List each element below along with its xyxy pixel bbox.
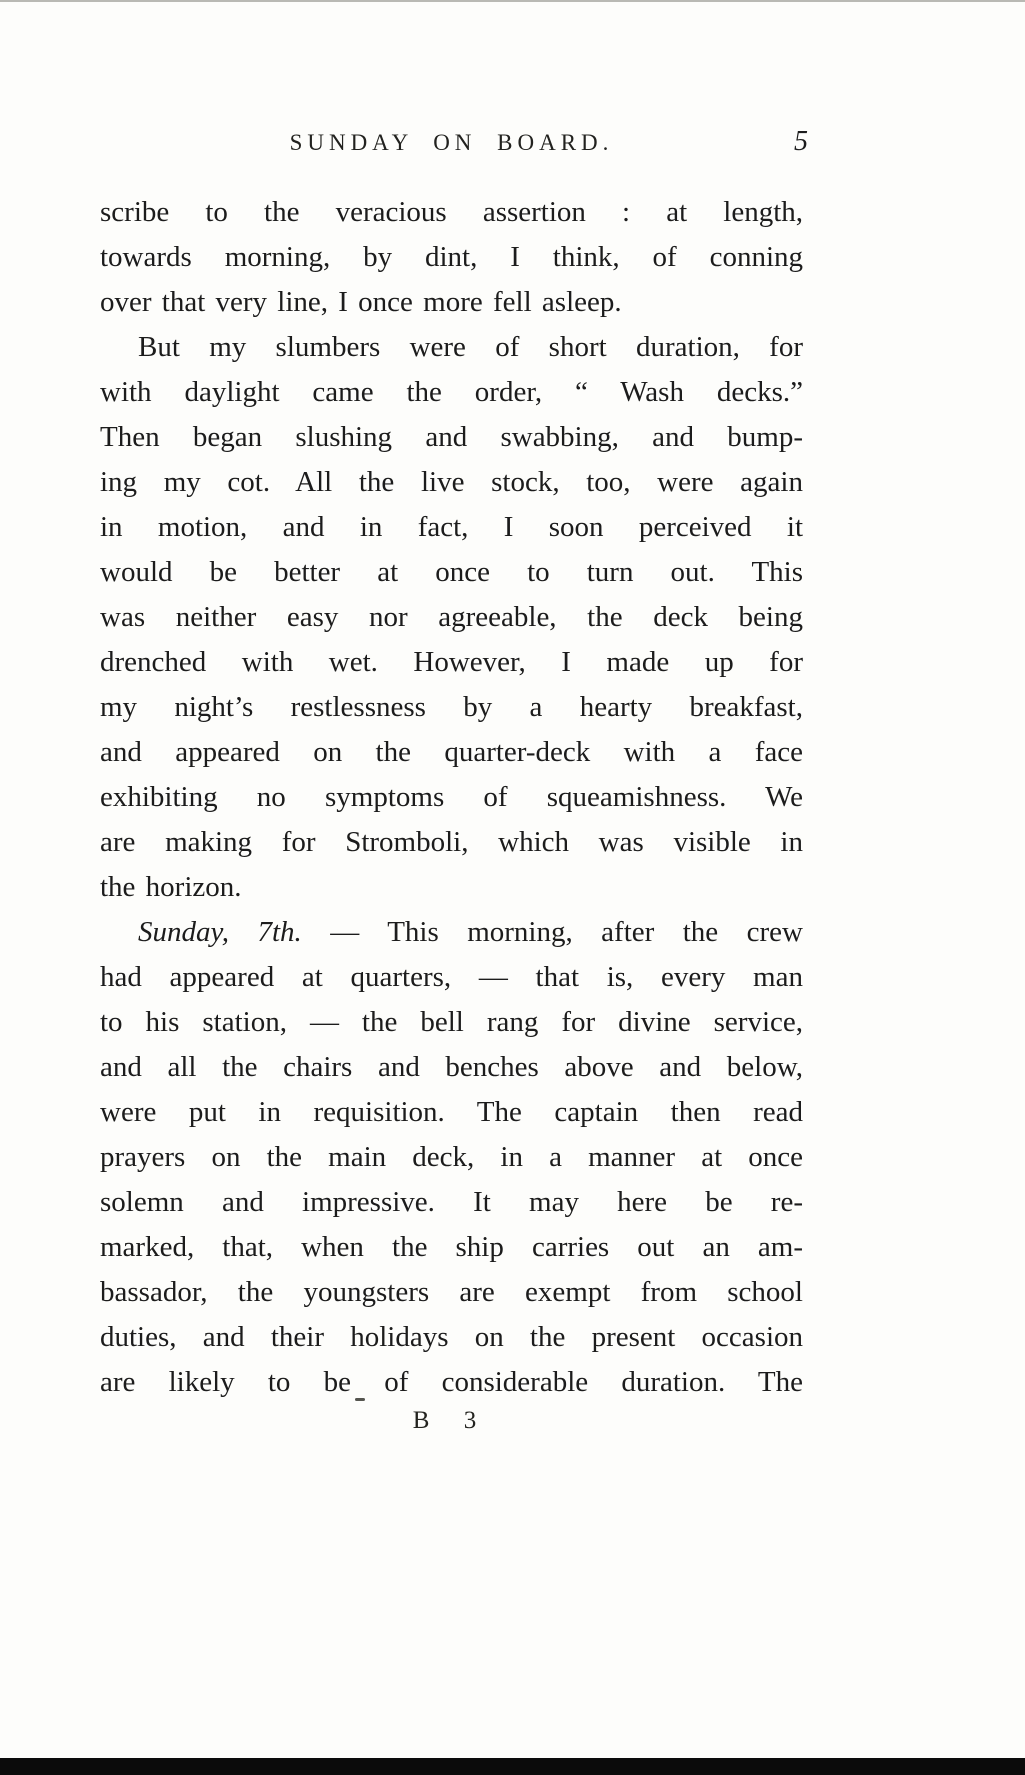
page-number: 5 [794,126,809,157]
page-header [100,126,809,164]
text-line: But my slumbers were of short duration, for [138,331,803,363]
text-line: would be better at once to turn out. This [100,556,803,588]
text-line: were put in requisition. The captain then read [100,1096,803,1128]
text-line: the horizon. [100,871,242,903]
text-line: ing my cot. All the live stock, too, were again [100,466,803,498]
text-line: prayers on the main deck, in a manner at once [100,1141,803,1173]
text-line: are likely to be of considerable duration. The [100,1366,803,1398]
text-line: scribe to the veracious assertion : at length, [100,196,803,228]
scan-edge-bottom [0,1758,1025,1775]
text-line: and appeared on the quarter-deck with a face [100,736,803,768]
text-line: over that very line, I once more fell asleep. [100,286,622,318]
text-line: in motion, and in fact, I soon perceived it [100,511,803,543]
text-line: duties, and their holidays on the present occasion [100,1321,803,1353]
text-line: drenched with wet. However, I made up for [100,646,803,678]
scan-artifact [355,1398,365,1401]
text-line: are making for Stromboli, which was visible in [100,826,803,858]
signature-mark: B 3 [412,1407,491,1434]
text-line: solemn and impressive. It may here be re- [100,1186,803,1218]
running-title: SUNDAY ON BOARD. [289,130,614,155]
text-line: bassador, the youngsters are exempt from school [100,1276,803,1308]
text-line: exhibiting no symptoms of squeamishness. We [100,781,803,813]
text-line: to his station, — the bell rang for divine service, [100,1006,803,1038]
text-line: had appeared at quarters, — that is, every man [100,961,803,993]
text-line: was neither easy nor agreeable, the deck being [100,601,803,633]
text-line: towards morning, by dint, I think, of conning [100,241,803,273]
text-line: Then began slushing and swabbing, and bump- [100,421,803,453]
page-body [100,190,803,1405]
text-line: Sunday, 7th. — This morning, after the crew [138,916,803,948]
text-line: my night’s restlessness by a hearty breakfast, [100,691,803,723]
page-content [100,0,809,1435]
text-line: with daylight came the order, “ Wash decks.” [100,376,803,408]
page-footer [100,1407,803,1435]
text-line: marked, that, when the ship carries out an am- [100,1231,803,1263]
text-line: and all the chairs and benches above and below, [100,1051,803,1083]
italic-date-lead: Sunday, 7th. [138,916,302,948]
